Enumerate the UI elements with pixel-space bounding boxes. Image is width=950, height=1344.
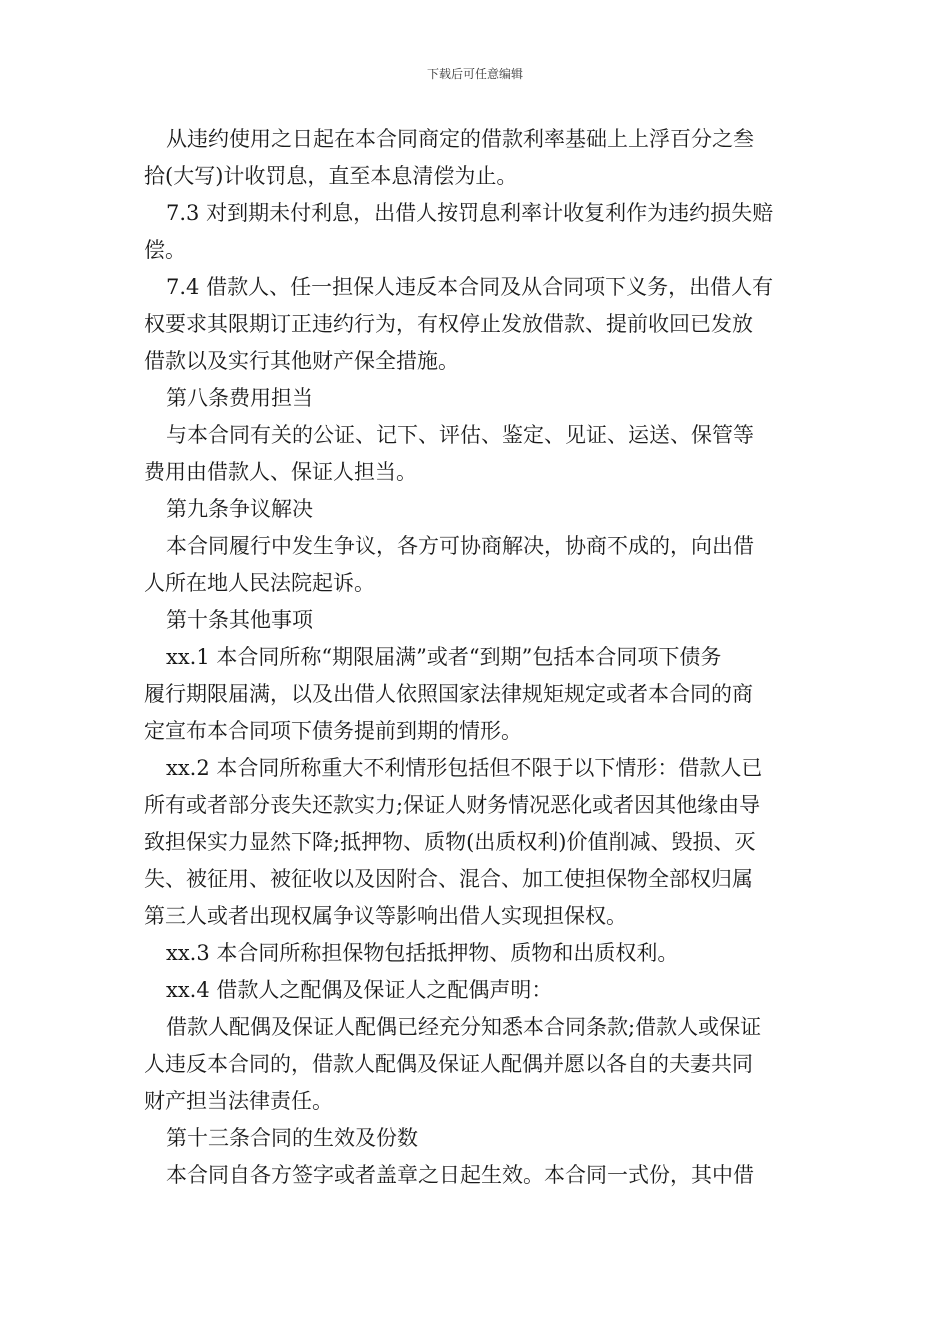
text-line: 第十条其他事项 — [166, 608, 313, 632]
text-line: 第九条争议解决 — [166, 497, 313, 521]
text-line: 费用由借款人、保证人担当。 — [144, 460, 417, 484]
text-line: 拾(大写)计收罚息，直至本息清偿为止。 — [144, 164, 518, 188]
text-line: xx.3 本合同所称担保物包括抵押物、质物和出质权利。 — [166, 941, 679, 965]
text-line: xx.4 借款人之配偶及保证人之配偶声明： — [166, 978, 553, 1002]
text-line: 致担保实力显然下降;抵押物、质物(出质权利)价值削减、毁损、灭 — [144, 830, 756, 854]
text-line: 人违反本合同的，借款人配偶及保证人配偶并愿以各自的夫妻共同 — [144, 1052, 753, 1076]
text-line: 人所在地人民法院起诉。 — [144, 571, 375, 595]
text-line: 失、被征用、被征收以及因附合、混合、加工使担保物全部权归属 — [144, 867, 753, 891]
text-line: 第三人或者出现权属争议等影响出借人实现担保权。 — [144, 904, 627, 928]
text-line: 第十三条合同的生效及份数 — [166, 1126, 418, 1150]
page-header: 下载后可任意编辑 — [426, 67, 523, 81]
text-line: 借款以及实行其他财产保全措施。 — [144, 349, 459, 373]
text-line: 本合同自各方签字或者盖章之日起生效。本合同一式份，其中借 — [166, 1163, 754, 1187]
text-line: 本合同履行中发生争议，各方可协商解决，协商不成的，向出借 — [166, 534, 754, 558]
text-line: 偿。 — [144, 238, 186, 262]
text-line: 与本合同有关的公证、记下、评估、鉴定、见证、运送、保管等 — [166, 423, 754, 447]
text-line: xx.1 本合同所称“期限届满”或者“到期”包括本合同项下债务 — [166, 645, 722, 669]
text-line: 7.4 借款人、任一担保人违反本合同及从合同项下义务，出借人有 — [166, 275, 774, 299]
text-line: 借款人配偶及保证人配偶已经充分知悉本合同条款;借款人或保证 — [166, 1015, 762, 1039]
document-body — [144, 121, 810, 1194]
text-line: 定宣布本合同项下债务提前到期的情形。 — [144, 719, 522, 743]
text-line: 财产担当法律责任。 — [144, 1089, 333, 1113]
text-line: 履行期限届满，以及出借人依照国家法律规矩规定或者本合同的商 — [144, 682, 753, 706]
text-line: xx.2 本合同所称重大不利情形包括但不限于以下情形：借款人已 — [166, 756, 763, 780]
text-line: 第八条费用担当 — [166, 386, 313, 410]
text-line: 所有或者部分丧失还款实力;保证人财务情况恶化或者因其他缘由导 — [144, 793, 761, 817]
text-line: 7.3 对到期未付利息，出借人按罚息利率计收复利作为违约损失赔 — [166, 201, 774, 225]
text-line: 从违约使用之日起在本合同商定的借款利率基础上上浮百分之叁 — [166, 127, 754, 151]
text-line: 权要求其限期订正违约行为，有权停止发放借款、提前收回已发放 — [144, 312, 753, 336]
